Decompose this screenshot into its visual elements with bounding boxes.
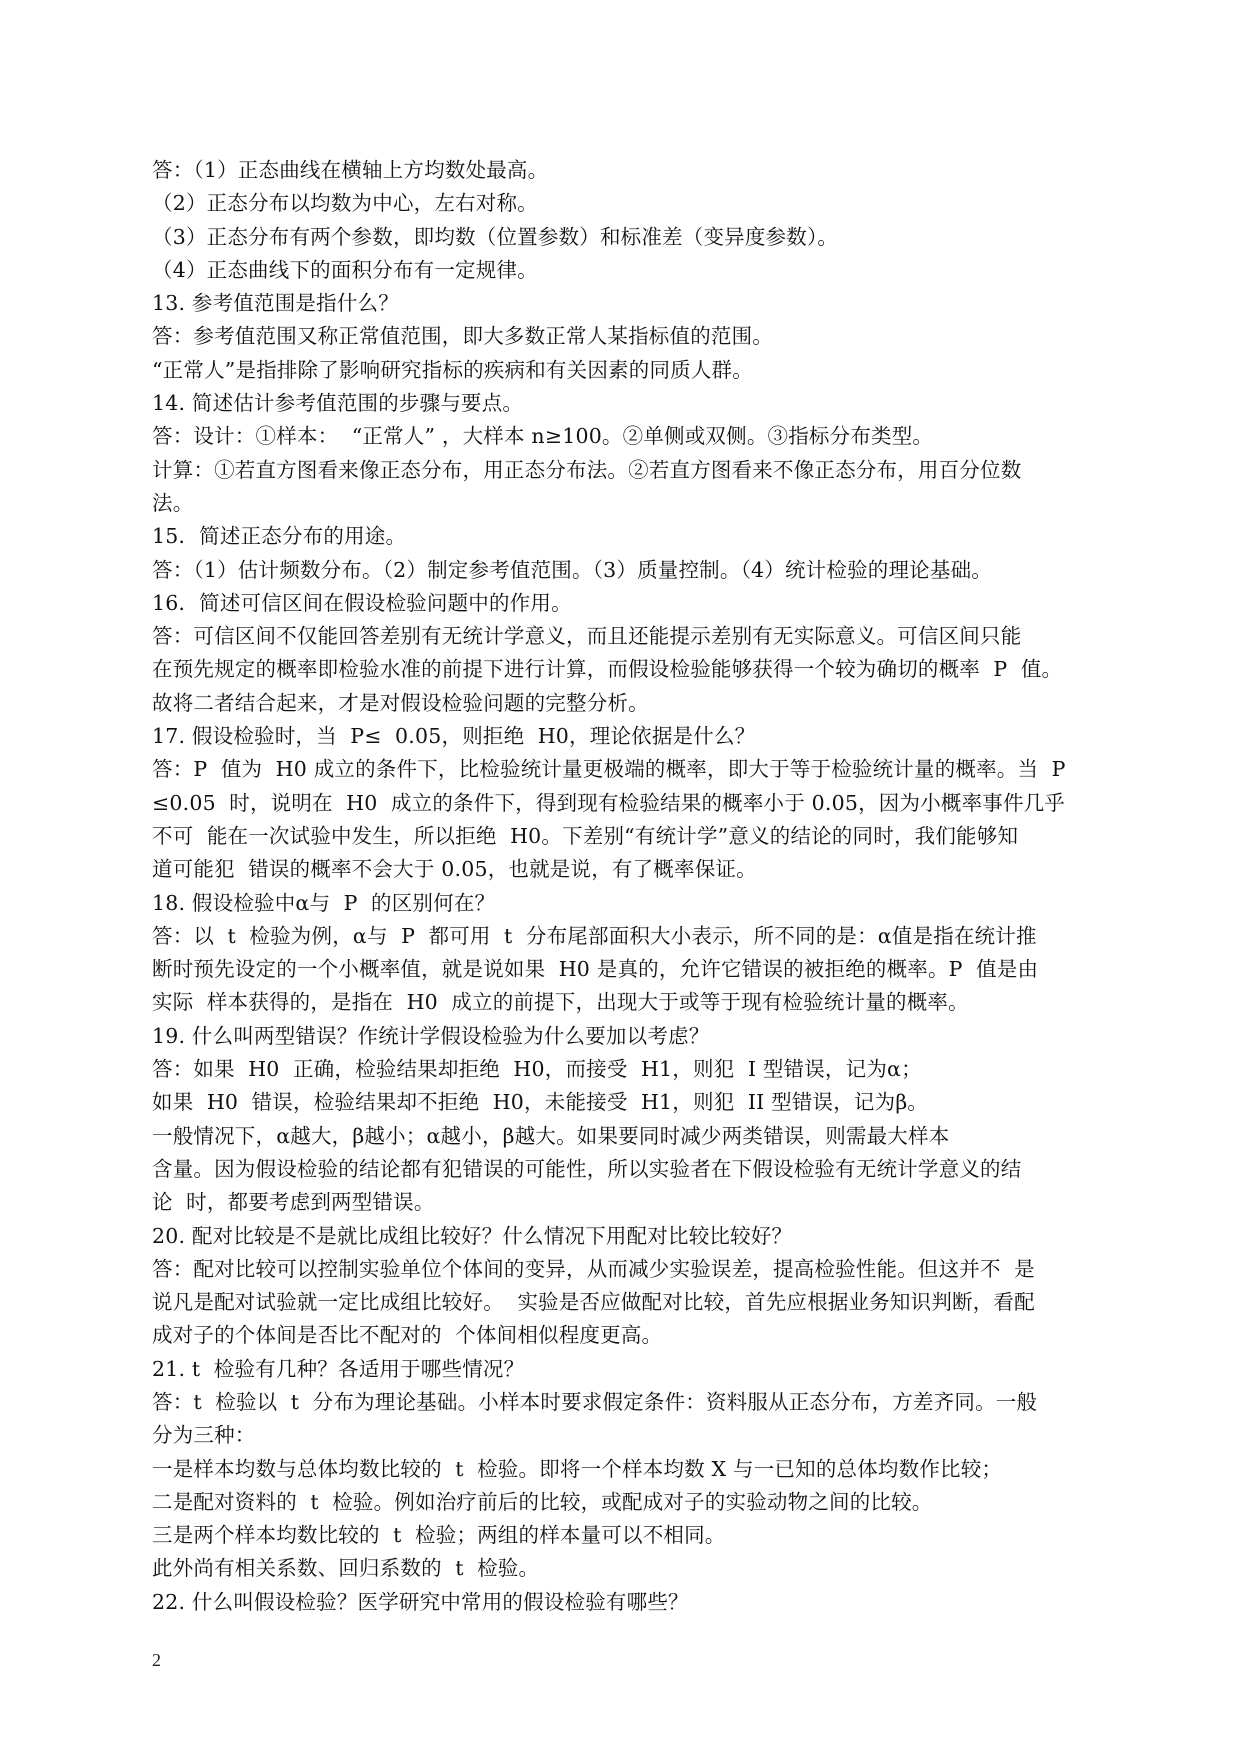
text-line: 故将二者结合起来，才是对假设检验问题的完整分析。 bbox=[152, 690, 649, 715]
text-line: 20. 配对比较是不是就比成组比较好？什么情况下用配对比较比较好？ bbox=[152, 1223, 793, 1248]
text-line: 答：（1）正态曲线在横轴上方均数处最高。 bbox=[152, 158, 549, 182]
text-line: 答：可信区间不仅能回答差别有无统计学意义，而且还能提示差别有无实际意义。可信区间只能 bbox=[152, 624, 1022, 649]
text-line: 说凡是配对试验就一定比成组比较好。 实验是否应做配对比较，首先应根据业务知识判断，看配 bbox=[152, 1290, 1035, 1315]
text-line: 一般情况下，α越大，β越小；α越小，β越大。如果要同时减少两类错误，则需最大样本 bbox=[152, 1123, 950, 1148]
text-line: 16．简述可信区间在假设检验问题中的作用。 bbox=[152, 590, 572, 615]
text-line: ≤0.05 时，说明在 H0 成立的条件下，得到现有检验结果的概率小于 0.05，因为小概率事件几乎 bbox=[152, 790, 1066, 815]
text-line: 13. 参考值范围是指什么？ bbox=[152, 291, 399, 316]
text-line: 答：P 值为 H0 成立的条件下，比检验统计量更极端的概率，即大于等于检验统计量的概率。当 P bbox=[152, 757, 1066, 782]
text-line: 论 时，都要考虑到两型错误。 bbox=[152, 1190, 435, 1215]
text-line: 22. 什么叫假设检验？医学研究中常用的假设检验有哪些？ bbox=[152, 1589, 689, 1614]
text-line: 19. 什么叫两型错误？作统计学假设检验为什么要加以考虑？ bbox=[152, 1023, 710, 1048]
text-line: 答：参考值范围又称正常值范围，即大多数正常人某指标值的范围。 bbox=[152, 324, 773, 349]
text-line: 18. 假设检验中α与 P 的区别何在？ bbox=[152, 890, 496, 915]
text-line: 断时预先设定的一个小概率值，就是说如果 H0 是真的，允许它错误的被拒绝的概率。P 值是由 bbox=[152, 957, 1039, 982]
text-line: （2）正态分布以均数为中心，左右对称。 bbox=[152, 191, 538, 216]
text-line: 21. t 检验有几种？各适用于哪些情况？ bbox=[152, 1356, 525, 1381]
text-line: 此外尚有相关系数、回归系数的 t 检验。 bbox=[152, 1556, 540, 1581]
text-line: 成对子的个体间是否比不配对的 个体间相似程度更高。 bbox=[152, 1323, 663, 1348]
text-line: 实际 样本获得的，是指在 H0 成立的前提下，出现大于或等于现有检验统计量的概率。 bbox=[152, 990, 969, 1015]
text-line: 不可 能在一次试验中发生，所以拒绝 H0。下差别“有统计学”意义的结论的同时，我们能够知 bbox=[152, 823, 1019, 848]
text-line: （3）正态分布有两个参数，即均数（位置参数）和标准差（变异度参数）。 bbox=[152, 224, 839, 249]
text-line: 分为三种： bbox=[152, 1423, 256, 1448]
text-line: 15．简述正态分布的用途。 bbox=[152, 524, 407, 549]
text-line: “正常人”是指排除了影响研究指标的疾病和有关因素的同质人群。 bbox=[152, 357, 753, 382]
text-line: 14. 简述估计参考值范围的步骤与要点。 bbox=[152, 391, 524, 416]
text-line: 法。 bbox=[152, 490, 194, 515]
text-line: 答：t 检验以 t 分布为理论基础。小样本时要求假定条件：资料服从正态分布，方差齐同。一般 bbox=[152, 1389, 1038, 1414]
text-line: 答：如果 H0 正确，检验结果却拒绝 H0，而接受 H1，则犯 I 型错误，记为α； bbox=[152, 1057, 922, 1082]
text-line: 计算：①若直方图看来像正态分布，用正态分布法。②若直方图看来不像正态分布，用百分位数 bbox=[152, 457, 1022, 482]
text-line: 道可能犯 错误的概率不会大于 0.05，也就是说，有了概率保证。 bbox=[152, 857, 757, 882]
page-number: 2 bbox=[152, 1650, 161, 1670]
text-line: 在预先规定的概率即检验水准的前提下进行计算，而假设检验能够获得一个较为确切的概率 P 值。 bbox=[152, 657, 1063, 682]
text-line: 答：以 t 检验为例，α与 P 都可用 t 分布尾部面积大小表示，所不同的是：α值是指在统计推 bbox=[152, 923, 1037, 948]
text-line: 三是两个样本均数比较的 t 检验；两组的样本量可以不相同。 bbox=[152, 1523, 726, 1548]
text-line: 答：设计：①样本： “正常人” ，大样本 n≥100。②单侧或双侧。③指标分布类型。 bbox=[152, 424, 934, 449]
text-line: 17. 假设检验时，当 P≤ 0.05，则拒绝 H0，理论依据是什么？ bbox=[152, 724, 756, 749]
text-line: 答：配对比较可以控制实验单位个体间的变异，从而减少实验误差，提高检验性能。但这并不 是 bbox=[152, 1256, 1035, 1281]
document-body bbox=[152, 154, 1092, 1619]
text-line: 如果 H0 错误，检验结果却不拒绝 H0，未能接受 H1，则犯 II 型错误，记为β。 bbox=[152, 1090, 929, 1115]
text-line: 一是样本均数与总体均数比较的 t 检验。即将一个样本均数 X 与一已知的总体均数作比较； bbox=[152, 1456, 1003, 1481]
text-line: 答：（1）估计频数分布。（2）制定参考值范围。（3）质量控制。（4）统计检验的理论基础。 bbox=[152, 557, 992, 582]
text-line: （4）正态曲线下的面积分布有一定规律。 bbox=[152, 257, 538, 282]
text-line: 二是配对资料的 t 检验。例如治疗前后的比较，或配成对子的实验动物之间的比较。 bbox=[152, 1489, 933, 1514]
text-line: 含量。因为假设检验的结论都有犯错误的可能性，所以实验者在下假设检验有无统计学意义的结 bbox=[152, 1156, 1022, 1181]
